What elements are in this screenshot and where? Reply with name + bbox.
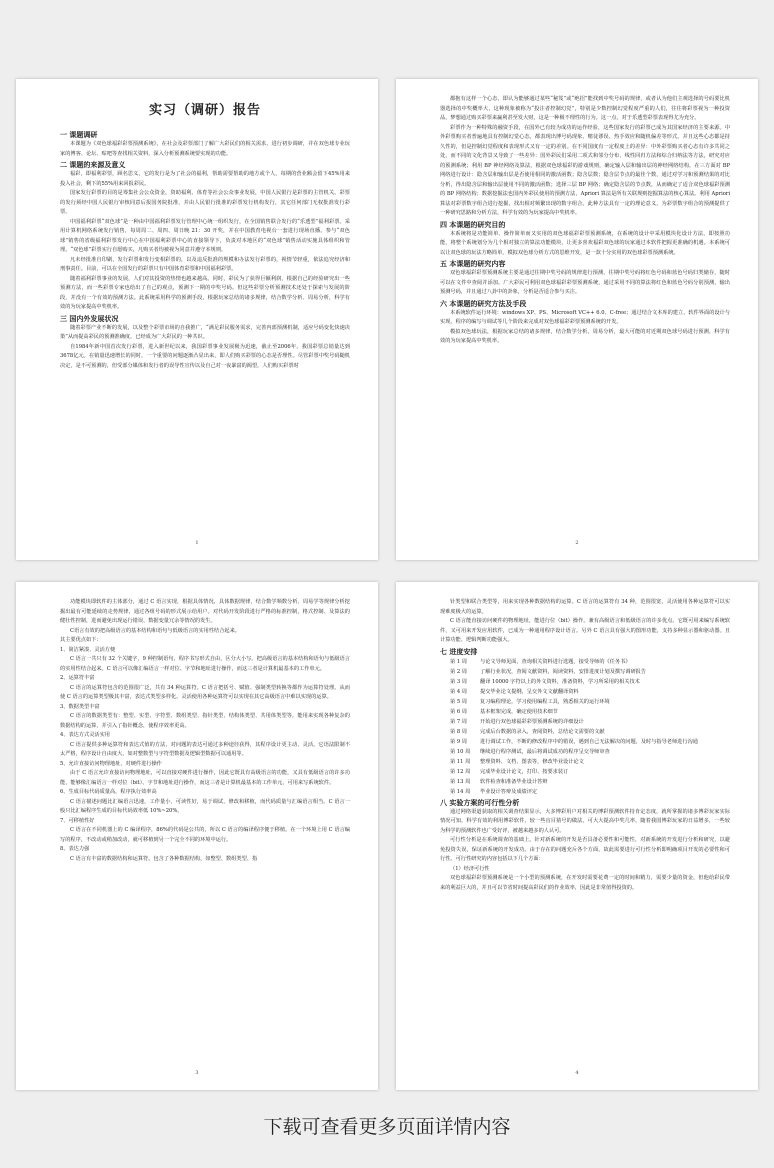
paragraph: 凡未经批准自印刷、发行彩票和发行变相彩票的，以及违反批准的规模和办法发行彩票的，视情节轻重，依法追究经济和刑事责任。目前，可以在全国发行的彩票只有中国体育彩票和中国福利彩票。 <box>60 256 350 272</box>
schedule-task: 复习编程理论，学习使用编程工具，熟悉相关的运行环境 <box>480 698 610 705</box>
schedule-week: 第 10 周 <box>450 748 471 755</box>
page-2-content <box>440 95 730 538</box>
schedule-week: 第 14 周 <box>450 788 471 795</box>
schedule-task: 整理资料、文档、图表等，修改毕业设计论文 <box>480 758 584 765</box>
schedule-task: 翻译 10000 字符以上的外文资料，准备资料，学习所采用的相关技术 <box>480 678 640 685</box>
report-title: 实习（调研）报告 <box>148 103 261 118</box>
document-page-3 <box>16 582 378 1090</box>
document-page-2 <box>396 79 758 560</box>
document-page-4 <box>396 582 758 1090</box>
paragraph: 本系统软件运行环境：windows XP、PS、Microsoft VC++ 6.0、C-free；通过结合文本库的建立、软件界面的设计与实现、程序的编写与调试等几个阶段来完成对双色球福彩彩票预测系统的开发。 <box>440 309 730 325</box>
schedule-week: 第 12 周 <box>450 768 471 775</box>
schedule-week: 第 4 周 <box>450 688 467 695</box>
schedule-row <box>440 767 730 777</box>
paragraph: 模拟双色球玩法，根据玩家总结的诸多规律，结合数学分析、周易分析，最大可能的对近期双色球号码进行预测，科学有效的为玩家提高中奖机率。 <box>440 328 730 344</box>
schedule-task: 提交毕业论文提纲，呈交外文文献翻译资料 <box>480 688 579 695</box>
schedule-task: 毕业设计答辩及成绩评定 <box>480 788 538 795</box>
schedule-task: 继续进行程序测试，最后将调试成功的程序呈交导师审查 <box>480 748 610 755</box>
schedule-row <box>440 687 730 697</box>
paragraph: C 语言提供多种运算符和表达式值的方法，对问题的表达可通过多种途径获得，其程序设计更主动、灵活。它语法限制不太严格，程序设计自由度大，如对整数型与字符型数据及逻辑型数据可以通用等。 <box>60 741 350 757</box>
paragraph: C 语言的运算符包含的范围很广泛，共有 34 种运算符。C 语言把括号、赋值、强制类型转换等都作为运算符处理。从而使 C 语言的运算类型极其丰富，表达式类型多样化。灵活使用各种运算符可以实现在其它高级语言中难以实现的运算。 <box>60 684 350 700</box>
paragraph: 福彩，即福利彩票，顾名思义，它的发行是为了社会的福利，帮助需要帮助的地方或个人，每期的营业额会留下45%用来投入社会，剩下的55%用来回报彩民。 <box>60 171 350 187</box>
paragraph: 中国福利彩票“双色球”是一种由中国福利彩票发行管理中心统一组织发行，在全国销售联合发行的“乐透型”福利彩票。采用计算机网络系统发行销售，每周周二、周四、周日晚 21：30 开奖，并在中国教育电视台一套进行现场直播。参与“双色球”销售的省级福利彩票发行中心在中国福利彩票中心的直接领导下，负责对本地区的“双色球”销售活动实施具体组织和管理。“双色球”彩票实行自愿购买，凡购买者均被视为同意并遵守本规则。 <box>60 218 350 253</box>
paragraph: 针类型和联合类型等，用来实现各种数据结构的运算。C 语言的运算符有 34 种，范围很宽，灵活使用各种运算符可以实现难度极大的运算。 <box>440 599 730 615</box>
schedule-row <box>440 707 730 717</box>
paragraph: 通过网络渠道获取的相关调查结果显示，大多博彩用户对相关的博彩预测软件持肯定态度，就所掌握的诸多博彩玩家实际情况可知，科学有效的利用博彩软件，较一些盲目猜号的做法，可大大提高中奖几率，随着我国博彩玩家的日益增多，一些较为科学的预测软件也广受好评，被越来越多的人认可。 <box>440 808 730 834</box>
paragraph: 随着彩票产业不断的发展，以及整个彩票市场的自我推广，“满足彩民服务需求，完善内部预测机制，适应号码变化快速决策”从而提高彩民的预测准确度，已经成为广大彩民的一种共识。 <box>60 324 350 340</box>
schedule-task: 开始进行双色球福彩彩票预测系统的详细设计 <box>480 718 584 725</box>
schedule-week: 第 8 周 <box>450 728 467 735</box>
paragraph: 7、可移植性好 <box>60 817 95 824</box>
page-number: 4 <box>575 1070 579 1076</box>
section-heading: 一 课题调研 <box>60 131 98 139</box>
paragraph: 自1984年新中国首次发行彩票，进入新世纪以来，我国彩票事业发展极为迅速，截止至2006年，我国彩票总销量达到3678亿元。在销量迅速增长的同时，一个重要的问题逐渐凸显出来，即人们购买彩票的心态是否理性。尽管彩票中奖号码随机决定，是不可预测的，但受部分媒体和发行者的误导性宣传以及自己对一夜暴富的渴望，人们购买彩票时 <box>60 343 350 369</box>
page-3-sections <box>60 598 350 864</box>
paragraph: 国家发行彩票的目的是筹集社会公众资金，资助福利、体育等社会公众事业发展，中国人民银行是彩票的主管机关。彩票的发行须经中国人民银行审核同意后报国务院批准，并由人民银行批准的彩票发行机构发行，其它任何部门无权批准发行彩票。 <box>60 190 350 215</box>
paragraph: 可行性分析是在系统调查的基础上，针对新系统的开发是否具备必要性和可能性，对新系统的开发进行分析和研究，以避免投资失误，保证新系统的开发成功。由于存在的问题充斥各个方面，故此需要进行可行性分析即明确项目开发的必要性和可行性。可行性研究的内容包括以下几个方面： <box>440 837 730 862</box>
paragraph: 本课题为《双色球福彩彩票预测系统》，在社会及彩票部门了解广大彩民们的相关需求，进行初步调研，并在双色球专业玩家的博客、论坛、贴吧等查找相关资料，深入分析预测系统要实现的功能。 <box>60 141 350 157</box>
schedule-task: 基本框架完成，确定使用技术细节 <box>480 708 558 715</box>
page-1-content <box>60 97 350 538</box>
section-heading: 二 课题的来源及意义 <box>60 161 126 169</box>
schedule-task: 与论文导师见面，查询相关资料进行选题，接受导师的《任务书》 <box>480 658 631 665</box>
page-1-sections <box>60 130 350 371</box>
page-number: 3 <box>195 1070 199 1076</box>
schedule-list <box>440 657 730 797</box>
paragraph: 其主要优点如下： <box>60 637 102 643</box>
paragraph: 由于 C 语言允许直接访问物理地址，可以直接对硬件进行操作，因此它既具有高级语言的功能，又具有低级语言的许多功能，能够像汇编语言一样对位（bit）、字节和地址进行操作，而这三者是计算机最基本的工作单元，可用来写系统软件。 <box>60 770 350 786</box>
section-heading: 三 国内外发展状况 <box>60 314 119 323</box>
schedule-row <box>440 667 730 677</box>
page-4-intro <box>440 598 730 646</box>
paragraph: 6、生成目标代码质量高，程序执行效率高 <box>60 789 157 795</box>
page-number: 2 <box>575 540 579 546</box>
schedule-row <box>440 697 730 707</box>
paragraph: C 语言一共只有 32 个关键字，9 种控制语句，程序书写形式自由，区分大小写。把高级语言的基本结构和语句与低级语言的实用性结合起来。C 语言可以像汇编语言一样对位、字节和地址进行操作，而这三者是计算机最基本的工作单元。 <box>60 656 350 672</box>
download-more-banner[interactable]: 下载可查看更多页面详情内容 <box>263 1116 511 1138</box>
paragraph: 5、允许直接访问物理地址，对硬件进行操作 <box>60 760 162 767</box>
page-3-content <box>60 598 350 1068</box>
schedule-week: 第 6 周 <box>450 708 467 715</box>
paragraph: C语言有效的把高级语言的基本结构和语句与低级语言的实用性结合起来。 <box>70 627 240 634</box>
schedule-week: 第 11 周 <box>450 758 471 765</box>
paragraph: C 语言描述问题比汇编语言迅速，工作量小、可读性好，易于调试、修改和移植，而代码质量与汇编语言相当。C 语言一般只比汇编程序生成的目标代码效率低 10%~20%。 <box>60 798 350 814</box>
paragraph: 4、表达方式灵活实用 <box>60 732 110 738</box>
paragraph: 3、数据类型丰富 <box>60 703 100 710</box>
schedule-row <box>440 657 730 667</box>
schedule-week: 第 2 周 <box>450 668 467 675</box>
schedule-row <box>440 757 730 767</box>
paragraph: 双色球福彩彩票预测系统主要是通过往期中奖号码的规律进行预测，往期中奖号码将红色号码和蓝色号码归类储存，随时可以在文件中查阅并添加。广大彩民可利用双色球福彩彩票预测系统，通过采用不同的算法将红色和蓝色号码分别预测，输出预测号码，并且通过八卦中的卦象，分析是否适合参与买注。 <box>440 270 730 295</box>
schedule-task: 了解行业状况，查阅文献资料，阅读资料，安排进度计划及撰写调研报告 <box>480 668 647 675</box>
paragraph: 彩票作为一种特殊的融资手段，在国外已有较为成功的运作经验，这些国家发行的彩票已成为其国家经济的主要来源。中外彩票购买者普遍地具有控制幻觉心态，都表现出博号码现象、赌徒谬误、热手效应和随机偏差等形式。并且这些心态都是持久性的，但是控制幻觉程度和表现形式又有一定的差别。在不同国度有一定程度上的差异：中外彩票购买者心态有许多共同之处，而不同的文化背景又导致了一些差异：国外彩民们采用二项式和邻分分布、线性回归方法和综合归纳法等方法，研究对应的预测系统；利用 BP 神经网络及算法，根据双色球福彩的游戏规则，确定输入层和输出层的神经网络结构，在三方面对 BP 网络进行设计：隐含层和输出层是否使用相同的激活函数；隐含层数；隐含层节点的最佳个数，通过对学习和预测结果的对比分析，得出隐含层和输出层使用不同的激活函数；选择三层 BP 网络；确定隐含层的节点数，从而确定了适合双色球福彩预测的 BP 网络结构；数据挖掘法也国内外彩民使用的预测方法，Apriori 算法是所有关联规则挖掘算法的核心算法。利用 Apriori 算法对彩票数字组合进行挖掘，找出相对频繁出现的数字组合。此种方法具有一定的理论意义，为彩票数字组合的预测提供了一种研究思路和分析方法，科学有效的为玩家提高中奖机率。 <box>440 124 730 216</box>
schedule-row <box>440 677 730 687</box>
schedule-week: 第 13 周 <box>450 778 471 785</box>
paragraph: C 语言的数据类型有：整型、实型、字符型、数组类型、指针类型、结构体类型、共用体类型等。能用来实现各种复杂的数据结构的运算，并引入了指针概念，使程序效率更高。 <box>60 713 350 729</box>
section-heading: 五 本课题的研究内容 <box>440 260 506 268</box>
paragraph: 都抱有这样一个心态，即认为能够通过某些“秘笈”或“绝招”能找到中奖号码的规律，或者认为他们主观选择的号码要比机器选择的中奖概率大，这种现象被称为“投注者控制幻觉”，特别是少数控制幻觉程度严重的人们，往往将彩票视为一种投资品，梦想通过购买彩票来赢利甚至发大财，这是一种极不理性的行为。这一点，对于乐透型彩票表现得尤为充分。 <box>440 96 730 121</box>
schedule-row <box>440 787 730 797</box>
section-heading: 四 本课题的研究目的 <box>440 220 506 229</box>
schedule-week: 第 7 周 <box>450 718 467 725</box>
schedule-task: 完成后台数据的录入，查阅资料，总结论文需要的文献 <box>480 728 605 735</box>
schedule-row <box>440 747 730 757</box>
paragraph: C 语言能直接访问硬件的物理地址，能进行位（bit）操作。兼有高级语言和低级语言的许多优点。它既可用来编写系统软件，又可用来开发应用软件，已成为一种通用程序设计语言。另外 C 语言具有强大的图形功能，支持多种显示器和驱动器。且计算功能、逻辑判断功能强大。 <box>440 618 730 643</box>
feasibility-paras <box>440 808 730 894</box>
schedule-row <box>440 717 730 727</box>
paragraph: 本系统将是功能简单、操作简单而又实用的双色球福彩彩票预测系统，在系统的设计中采用模块化设计方法，即按照功能，将整个系统划分为几个相对独立的算法功能模块，让更多喜欢福彩双色球的玩家通过本软件把握更准确的机遇。本系统可以让双色球的玩法方略简单，模拟双色球分析方式的思维开发，是一款十分实用的双色球彩票预测系统。 <box>440 230 730 256</box>
schedule-week: 第 1 周 <box>450 658 467 665</box>
schedule-task: 软件检查和准备毕业设计答辩 <box>480 778 548 785</box>
paragraph: C 语言在不同机器上的 C 编译程序，86%的代码是公共的，所以 C 语言的编译程序便于移植。在一个环境上用 C 语言编写的程序，不改动或稍加改动，就可移植到另一个完全不同的环境中运行。 <box>60 827 350 843</box>
document-page-1 <box>16 79 378 560</box>
schedule-task: 完成毕业设计论文，打印、按要求装订 <box>480 768 569 775</box>
section-heading: 七 进度安排 <box>440 647 478 656</box>
schedule-row <box>440 777 730 787</box>
paragraph: （1）经济可行性 <box>450 865 490 872</box>
paragraph: 随着福利彩票事业的发展，人们对其投资的热情也越来越高。同时，彩民为了获得巨额利润，根据自己的经验研究出一些预测方法，而一些彩票专家也给出了自己的观点，预测下一期的中奖号码。但这些彩票分析预测技术还处于探索与发展的阶段，并没有一个有效的预测方法。此系统采用科学的预测手段，根据玩家总结的诸多规律，结合数学分析、周易分析，科学有效的为玩家提高中奖机率。 <box>60 275 350 310</box>
paragraph: C 语言有丰富的数据结构和运算符。包含了各种数据结构，如整型、数组类型、指 <box>70 855 258 862</box>
section-heading: 八 实验方案的可行性分析 <box>440 798 520 807</box>
schedule-task: 进行调试工作，不断的修改程序中的错误，遇到自己无法解决的问题，及时与指导老师进行沟通 <box>480 738 698 745</box>
schedule-row <box>440 737 730 747</box>
paragraph: 2、运算符丰富 <box>60 675 95 681</box>
paragraph: 8、表达力强 <box>60 846 90 852</box>
page-4-content <box>440 598 730 1068</box>
schedule-week: 第 9 周 <box>450 738 467 745</box>
schedule-row <box>440 727 730 737</box>
page-number: 1 <box>195 540 199 546</box>
page-2-sections <box>440 95 730 347</box>
section-heading: 六 本课题的研究方法及手段 <box>440 299 527 308</box>
schedule-week: 第 3 周 <box>450 678 467 685</box>
schedule-week: 第 5 周 <box>450 698 467 705</box>
paragraph: 1、简洁紧凑、灵活方便 <box>60 646 116 653</box>
paragraph: 功能模块即软件的主体部分，通过 C 语言实现，根据具体情况，具体数据规律，结合数学频数分析、周易学等规律分析挖掘出最有可能延续的走势规律，通过各组号码的形式展示给用户。对代码开发阶段进行严格的标准控制，格式控制、及算法的健壮性控制，进而避免出现运行错误、数据变量冗余等情况的发生。 <box>60 599 350 624</box>
paragraph: 双色球福彩彩票预测系统是一个小型的预测系统，在开发时需要花费一定的时间和精力，需要少量的资金，但他给彩民带来的利益巨大的，并且可以节省时间提高彩民们的作业效率，因此是非常值得投资的。 <box>440 875 730 891</box>
